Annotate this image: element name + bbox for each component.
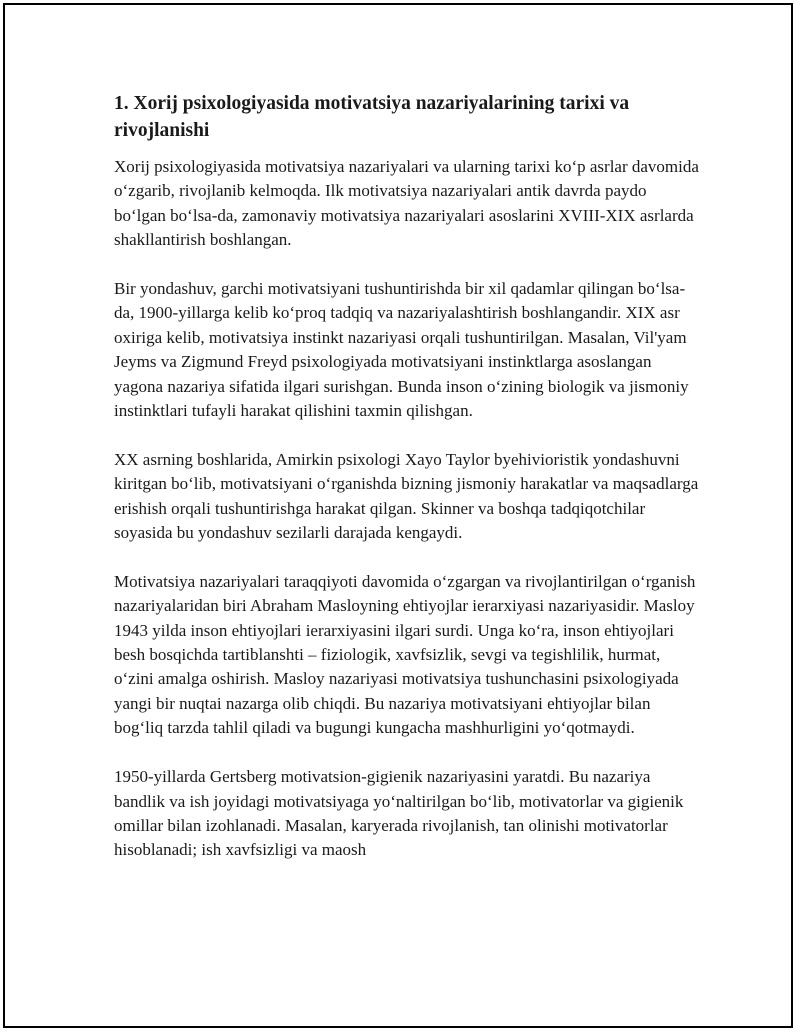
paragraph-intro: Xorij psixologiyasida motivatsiya nazariyalari va ularning tarixi ko‘p asrlar davomida o‘zgarib, rivojlanib kelmoqda. Ilk motivatsiya nazariyalari antik davrda paydo bo‘lgan bo‘lsa-da, zamonaviy motivatsiya nazariyalari asoslarini XVIII-XIX asrlarda shakllantirish boshlangan. <box>114 157 699 250</box>
paragraph-maslow: Motivatsiya nazariyalari taraqqiyoti davomida o‘zgargan va rivojlantirilgan o‘rganish nazariyalaridan biri Abraham Masloyning ehtiyojlar ierarxiyasi nazariyasidir. Masloy 1943 yilda inson ehtiyojlari ierarxiyasini ilgari surdi. Unga ko‘ra, inson ehtiyojlari besh bosqichda tartiblanshti – fiziologik, xavfsizlik, sevgi va tegishlilik, hurmat, o‘zini amalga oshirish. Masloy nazariyasi motivatsiya tushunchasini psixologiyada yangi bir nuqtai nazarga olib chiqdi. Bu nazariya motivatsiyani ehtiyojlar bilan bog‘liq tarzda tahlil qiladi va bugungi kungacha mashhurligini yo‘qotmaydi. <box>114 571 696 738</box>
paragraph-behaviorism: XX asrning boshlarida, Amirkin psixologi Xayo Taylor byehivioristik yondashuvni kiritgan bo‘lib, motivatsiyani o‘rganishda bizning jismoniy harakatlar va maqsadlarga erishish orqali tushuntirishga harakat qilgan. Skinner va boshqa tadqiqotchilar soyasida bu yondashuv sezilarli darajada kengaydi. <box>114 449 699 543</box>
paragraph-herzberg: 1950-yillarda Gertsberg motivatsion-gigienik nazariyasini yaratdi. Bu nazariya bandlik va ish joyidagi motivatsiyaga yo‘naltirilgan bo‘lib, motivatorlar va gigienik omillar bilan izohlanadi. Masalan, karyerada rivojlanish, tan olinishi motivatorlar hisoblanadi; ish xavfsizligi va maosh <box>114 767 684 860</box>
document-body <box>114 90 699 863</box>
paragraph-instinct-theory: Bir yondashuv, garchi motivatsiyani tushuntirishda bir xil qadamlar qilingan bo‘lsa-da, 1900-yillarga kelib ko‘proq tadqiq va nazariyalashtirish boshlangandir. XIX asr oxiriga kelib, motivatsiya instinkt nazariyasi orqali tushuntirilgan. Masalan, Vil'yam Jeyms va Zigmund Freyd psixologiyada motivatsiyani instinktlarga asoslangan yagona nazariya sifatida ilgari surishgan. Bunda inson o‘zining biologik va jismoniy instinktlari tufayli harakat qilishini taxmin qilishgan. <box>114 279 689 421</box>
section-heading: 1. Xorij psixologiyasida motivatsiya nazariyalarining tarixi va rivojlanishi <box>114 93 630 141</box>
